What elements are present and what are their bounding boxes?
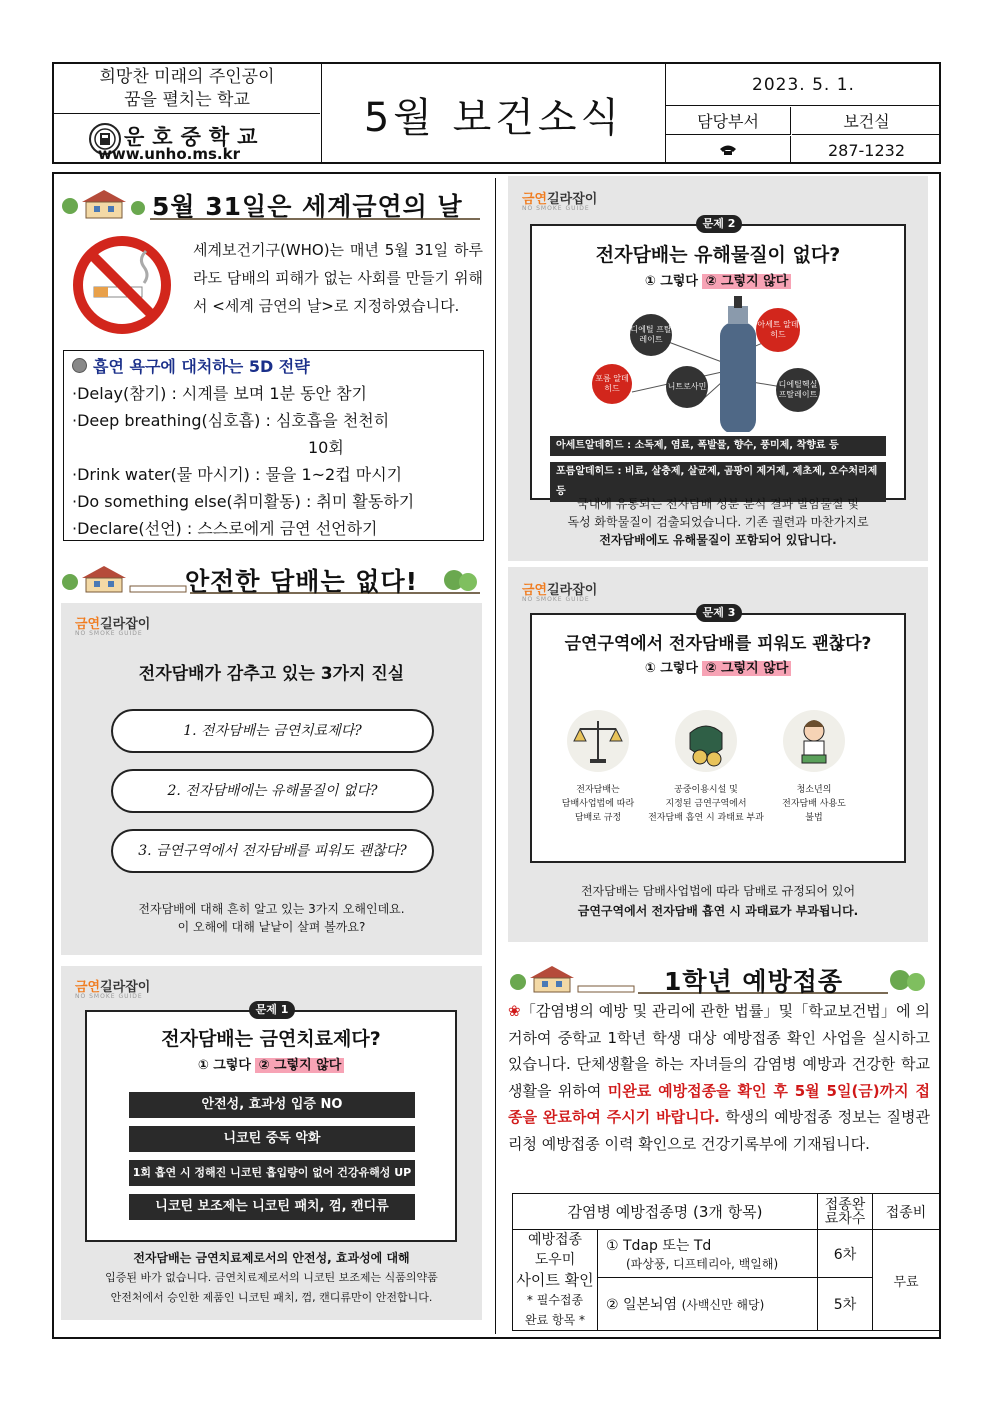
answer-bar: 니코틴 중독 악화 [129, 1126, 415, 1152]
vaccine-title: 1학년 예방접종 [664, 967, 843, 996]
myth-bubble: 3. 금연구역에서 전자담배를 피워도 괜찮다? [111, 829, 434, 873]
chemical-bar: 포름알데히드 : 비료, 살충제, 살균제, 곰팡이 제거제, 제초제, 오수처리제 등 [550, 462, 886, 502]
phone-value: 287-1232 [827, 140, 906, 160]
house-icon [60, 186, 150, 222]
chemical-circle: 디에틸헥실 프탈레이트 [776, 368, 820, 412]
panel-logo: 금연길라잡이 [75, 980, 151, 995]
5d-title: 흡연 욕구에 대처하는 5D 전략 [72, 353, 475, 380]
5d-item: ·Delay(참기) : 시계를 보며 1분 동안 참기 [72, 384, 368, 403]
section1-title: 5월 31일은 세계금연의 날 [152, 192, 463, 221]
no-smoking-icon [72, 235, 172, 335]
info-cell [666, 64, 941, 164]
panel-caption: 이 오해에 대해 낱낱이 살펴 볼까요? [177, 920, 366, 934]
quiz-title: 전자담배는 유해물질이 없다? [595, 244, 841, 266]
slogan-line1: 희망찬 미래의 주인공이 [99, 67, 275, 87]
5d-item: ·Declare(선언) : 스스로에게 금연 선언하기 [72, 519, 378, 538]
quiz-options: ① 그렇다 ② 그렇지 않다 [532, 657, 904, 676]
chemical-circle: 포름 알데히드 [592, 364, 632, 404]
panel-caption: 국내에 유통되는 전자담배 성분 분석 결과 발암물질 및 [577, 497, 859, 511]
school-cell [54, 64, 322, 164]
panel-caption: 전자담배에 대해 흔히 알고 있는 3가지 오해인데요. [138, 902, 405, 916]
scale-icon [566, 709, 630, 773]
5d-strategy-box [63, 350, 484, 541]
quiz-title: 금연구역에서 전자담배를 피워도 괜찮다? [564, 634, 872, 654]
panel-caption: 전자담배는 담배사업법에 따라 담배로 규정되어 있어 [580, 884, 856, 898]
issue-date: 2023. 5. 1. [666, 64, 941, 106]
house-icon [508, 960, 638, 996]
three-truths-panel [61, 603, 482, 955]
table-row: ① Tdap 또는 Td (파상풍, 디프테리아, 백일해) [598, 1230, 818, 1278]
logo-subtitle: NO SMOKE GUIDE [75, 993, 143, 1000]
quiz-tag: 문제 2 [696, 215, 742, 233]
vaccine-paragraph: ❀「감염병의 예방 및 관리에 관한 법률」및「학교보건법」에 의거하여 중학교 1학년 학생 대상 예방접종 확인 사업을 실시하고 있습니다. 단체생활을 하는 자녀들의 감염병 예방과 건강한 학교생활을 위하여 미완료 예방접종을 확인 후 5월 5일(금)까지 접종을 완료하여 주시기 바랍니다. 학생의 예방접종 정보는 질병관리청 예방접종 이력 확인으로 건강기록부에 기재됩니다. [508, 1002, 930, 1153]
chemical-circle: 디에틸 프탈레이트 [630, 314, 672, 356]
answer-bar: 안전성, 효과성 입증 NO [129, 1092, 415, 1118]
table-header: 감염병 예방접종명 (3개 항목) [513, 1194, 818, 1230]
tree-icon [886, 966, 930, 996]
panel-logo: 금연길라잡이 [522, 583, 598, 598]
dept-value: 보건실 [792, 107, 941, 135]
chemical-bar: 아세트알데히드 : 소독제, 염료, 폭발물, 향수, 풍미제, 착향료 등 [550, 436, 886, 456]
circle-caption: 전자담배는 담배사업법에 따라 담배로 규정 [561, 785, 635, 823]
school-url[interactable]: www.unho.ms.kr [98, 145, 240, 163]
header-table [52, 62, 941, 164]
newsletter-title: 5월 보건소식 [322, 64, 666, 164]
panel-logo: 금연길라잡이 [75, 617, 151, 632]
wntd-paragraph: 세계보건기구(WHO)는 매년 5월 31일 하루라도 담배의 피해가 없는 사회를 만들기 위해서 <세계 금연의 날>로 지정하였습니다. [193, 241, 483, 315]
slogan-line2: 꿈을 펼치는 학교 [124, 90, 250, 110]
table-left-cell: 예방접종 도우미 사이트 확인 * 필수접종 완료 항목 * [513, 1230, 598, 1331]
panel-caption: 입증된 바가 없습니다. 금연치료제로서의 니코틴 보조제는 식품의약품 [105, 1271, 438, 1284]
panel-caption: 전자담배에도 유해물질이 포함되어 있답니다. [599, 533, 837, 547]
panel-caption: 금연구역에서 전자담배 흡연 시 과태료가 부과됩니다. [577, 904, 859, 918]
quiz3-panel [508, 567, 928, 942]
dose-count: 6차 [818, 1230, 873, 1278]
quiz-options: ① 그렇다 ② 그렇지 않다 [87, 1054, 455, 1073]
circle-caption: 공중이용시설 및 지정된 금연구역에서 전자담배 흡연 시 과태료 부과 [648, 785, 764, 823]
myth-bubble: 1. 전자담배는 금연치료제다? [111, 709, 434, 753]
5d-item: ·Do something else(취미활동) : 취미 활동하기 [72, 492, 415, 511]
vaccine-table [512, 1193, 940, 1331]
school-name: 운호중학교 [124, 125, 266, 149]
circle-caption: 청소년의 전자담배 사용도 불법 [782, 785, 846, 823]
table-header: 접종완 료차수 [818, 1194, 873, 1230]
quiz-tag: 문제 1 [249, 1001, 295, 1019]
quiz-options: ① 그렇다 ② 그렇지 않다 [532, 270, 904, 289]
quiz1-card [85, 1003, 457, 1242]
quiz1-panel [61, 966, 482, 1320]
column-divider [495, 178, 496, 1334]
chemical-circle: 니트로사민 [666, 366, 708, 408]
myth-bubble: 2. 전자담배에는 유해물질이 없다? [111, 769, 434, 813]
quiz2-card [530, 217, 906, 500]
section2-title: 안전한 담배는 없다! [185, 567, 419, 596]
bullet-icon [72, 358, 87, 373]
answer-bar: 1회 흡연 시 정해진 니코틴 흡입량이 없어 건강유해성 UP [129, 1160, 415, 1186]
panel-headline: 전자담배가 감추고 있는 3가지 진실 [138, 664, 405, 684]
5d-item: 10회 [308, 438, 344, 457]
table-header: 접종비 [873, 1194, 940, 1230]
panel-caption: 전자담배는 금연치료제로서의 안전성, 효과성에 대해 [133, 1251, 410, 1265]
tulip-icon: ❀ [508, 1002, 521, 1020]
panel-caption: 독성 화학물질이 검출되었습니다. 기존 궐련과 마찬가지로 [567, 515, 869, 529]
5d-item: ·Drink water(물 마시기) : 물을 1~2컵 마시기 [72, 465, 403, 484]
student-icon [782, 709, 846, 773]
fee-cell: 무료 [873, 1230, 940, 1331]
dept-label: 담당부서 [666, 107, 791, 135]
e-cigarette-icon [602, 292, 842, 432]
quiz-tag: 문제 3 [696, 604, 742, 622]
panel-caption: 안전처에서 승인한 제품인 니코틴 패치, 껌, 캔디류만이 안전합니다. [110, 1291, 433, 1304]
dose-count: 5차 [818, 1278, 873, 1331]
school-block [54, 115, 320, 164]
chemical-circle: 아세트 알데히드 [756, 308, 800, 352]
slogan [54, 64, 320, 114]
quiz-title: 전자담배는 금연치료제다? [161, 1028, 381, 1050]
house-icon [60, 560, 190, 596]
quiz2-panel [508, 176, 928, 561]
telephone-icon [666, 136, 791, 164]
logo-subtitle: NO SMOKE GUIDE [522, 205, 590, 212]
coin-purse-icon [674, 709, 738, 773]
5d-item: ·Deep breathing(심호흡) : 심호흡을 천천히 [72, 411, 390, 430]
panel-logo: 금연길라잡이 [522, 192, 598, 207]
answer-bar: 니코틴 보조제는 니코틴 패치, 껌, 캔디류 [129, 1194, 415, 1220]
logo-subtitle: NO SMOKE GUIDE [522, 596, 590, 603]
table-row: ② 일본뇌염 (사백신만 해당) [598, 1278, 818, 1331]
logo-subtitle: NO SMOKE GUIDE [75, 630, 143, 637]
quiz3-card [530, 606, 906, 863]
